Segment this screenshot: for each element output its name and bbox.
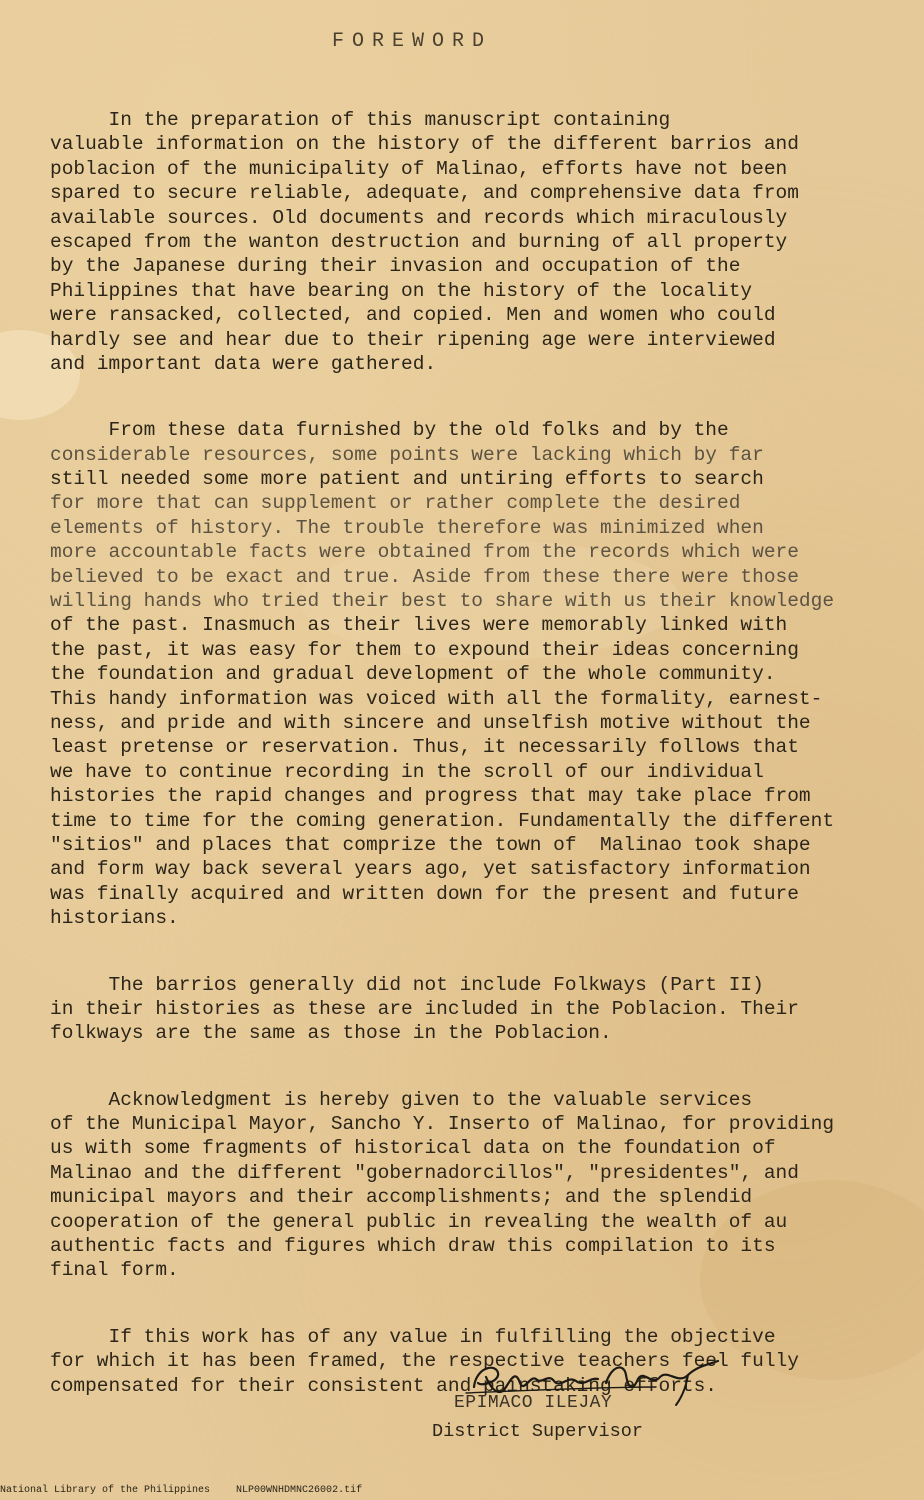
text-line: least pretense or reservation. Thus, it necessarily follows that bbox=[50, 736, 799, 759]
text-line: for more that can supplement or rather complete the desired bbox=[50, 492, 741, 515]
text-line: elements of history. The trouble therefore was minimized when bbox=[50, 516, 764, 539]
text-line: poblacion of the municipality of Malinao, efforts have not been bbox=[50, 157, 788, 180]
text-line: "sitios" and places that comprize the town of Malinao took shape bbox=[50, 833, 811, 856]
text-line: believed to be exact and true. Aside from these there were those bbox=[50, 565, 799, 588]
text-line: historians. bbox=[50, 907, 179, 930]
text-line: cooperation of the general public in revealing the wealth of au bbox=[50, 1210, 788, 1233]
page-title: FOREWORD bbox=[331, 30, 492, 53]
text-line: time to time for the coming generation. Fundamentally the different bbox=[50, 809, 835, 832]
text-line: From these data furnished by the old folks and by the bbox=[50, 419, 729, 442]
text-line: we have to continue recording in the scroll of our individual bbox=[50, 760, 764, 783]
text-line: municipal mayors and their accomplishments; and the splendid bbox=[50, 1186, 753, 1209]
text-line: considerable resources, some points were lacking which by far bbox=[50, 443, 764, 466]
text-line: of the Municipal Mayor, Sancho Y. Inserto of Malinao, for providing bbox=[50, 1113, 835, 1136]
text-line: final form. bbox=[50, 1259, 179, 1282]
paragraph-data-sources bbox=[50, 418, 890, 930]
text-line: The barrios generally did not include Folkways (Part II) bbox=[50, 973, 764, 996]
scan-filename: NLP00WNHDMNC26002.tif bbox=[236, 1485, 363, 1496]
text-line: This handy information was voiced with all the formality, earnest- bbox=[50, 687, 823, 710]
text-line: Acknowledgment is hereby given to the valuable services bbox=[50, 1088, 753, 1111]
text-line: In the preparation of this manuscript containing bbox=[50, 109, 671, 131]
text-line: folkways are the same as those in the Poblacion. bbox=[50, 1022, 612, 1045]
text-line: us with some fragments of historical data on the foundation of bbox=[50, 1137, 776, 1160]
signatory-title: District Supervisor bbox=[432, 1421, 643, 1442]
text-line: histories the rapid changes and progress that may take place from bbox=[50, 785, 811, 808]
paragraph-acknowledgment bbox=[50, 1088, 890, 1283]
text-line: spared to secure reliable, adequate, and comprehensive data from bbox=[50, 182, 799, 205]
text-line: valuable information on the history of the different barrios and bbox=[50, 133, 799, 156]
text-line: of the past. Inasmuch as their lives were memorably linked with bbox=[50, 614, 788, 637]
text-line: Philippines that have bearing on the history of the locality bbox=[50, 279, 753, 302]
text-line: escaped from the wanton destruction and burning of all property bbox=[50, 230, 788, 253]
text-line: in their histories as these are included in the Poblacion. Their bbox=[50, 997, 799, 1020]
text-line: hardly see and hear due to their ripening age were interviewed bbox=[50, 328, 776, 351]
text-line: more accountable facts were obtained from the records which were bbox=[50, 541, 799, 564]
library-credit: National Library of the Philippines bbox=[0, 1485, 211, 1496]
text-line: for which it has been framed, the respective teachers feel fully bbox=[50, 1350, 799, 1373]
text-line: were ransacked, collected, and copied. Men and women who could bbox=[50, 304, 776, 327]
paragraph-folkways bbox=[50, 973, 890, 1046]
text-line: by the Japanese during their invasion and occupation of the bbox=[50, 255, 741, 278]
scan-footer bbox=[0, 1485, 388, 1496]
text-line: and important data were gathered. bbox=[50, 352, 437, 375]
text-line: authentic facts and figures which draw this compilation to its bbox=[50, 1235, 776, 1258]
text-line: If this work has of any value in fulfilling the objective bbox=[50, 1325, 776, 1348]
paragraph-preparation bbox=[50, 108, 890, 376]
text-line: compensated for their consistent and painstaking efforts. bbox=[50, 1374, 718, 1397]
text-line: was finally acquired and written down for the present and future bbox=[50, 882, 799, 905]
text-line: the foundation and gradual development of the whole community. bbox=[50, 663, 776, 686]
text-line: the past, it was easy for them to expound their ideas concerning bbox=[50, 638, 799, 661]
text-line: ness, and pride and with sincere and unselfish motive without the bbox=[50, 711, 811, 734]
text-line: available sources. Old documents and records which miraculously bbox=[50, 206, 788, 229]
text-line: Malinao and the different "gobernadorcillos", "presidentes", and bbox=[50, 1161, 799, 1184]
document-body bbox=[50, 108, 890, 1440]
text-line: and form way back several years ago, yet satisfactory information bbox=[50, 858, 811, 881]
signatory-name: EPIMACO ILEJAY bbox=[454, 1393, 613, 1413]
text-line: still needed some more patient and untiring efforts to search bbox=[50, 468, 764, 491]
text-line: willing hands who tried their best to share with us their knowledge bbox=[50, 590, 835, 613]
